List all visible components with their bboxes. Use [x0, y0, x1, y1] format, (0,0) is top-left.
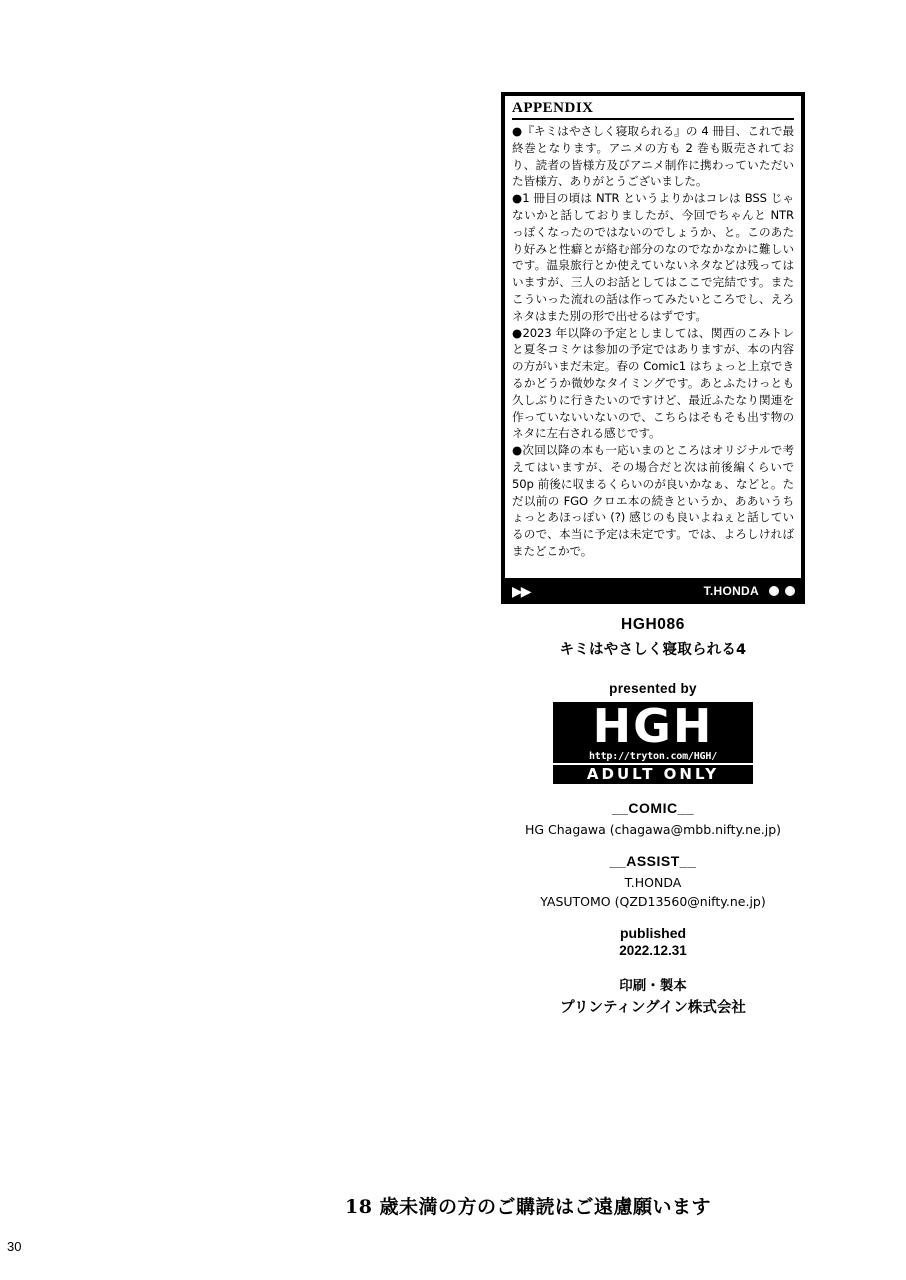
book-code: HGH086: [621, 616, 685, 633]
published-date: 2022.12.31: [619, 943, 687, 958]
assist-heading: __ASSIST__: [609, 853, 697, 869]
hgh-logo-mark: [553, 702, 753, 750]
hgh-logo: [553, 702, 753, 784]
hgh-logo-letters: HGH: [592, 702, 714, 750]
appendix-inner: [505, 96, 801, 604]
hgh-logo-url[interactable]: http://tryton.com/HGH/: [553, 750, 753, 763]
dot-icon: [769, 586, 779, 596]
appendix-title: APPENDIX: [512, 100, 794, 120]
printing-company: プリンティングイン株式会社: [560, 1000, 746, 1016]
appendix-paragraph: ●1 冊目の頃は NTR というよりかはコレは BSS じゃないかと話しておりましたが、今回でちゃんと NTR っぽくなったのではないのでしょうか、と。このあたり好みと性癖とが絡む部分のなのでなかなかに難しいです。温泉旅行とか使えていないネタなどは残ってはいますが、三人のお話としてはここで完結です。またこういった流れの話は作ってみたいところでし、えろネタはまた別の形で出せるはずです。: [512, 191, 794, 323]
appendix-paragraph: ●『キミはやさしく寝取られる』の 4 冊目、これで最終巻となります。アニメの方も 2 巻も販売されており、読者の皆様方及びアニメ制作に携わっていただいた皆様方、ありがとうございました。: [512, 124, 794, 189]
comic-heading: __COMIC__: [611, 800, 695, 816]
colophon: [453, 616, 853, 1017]
page-number: 30: [7, 1239, 22, 1254]
appendix-credit: T.HONDA: [703, 584, 759, 598]
published-heading: published: [619, 925, 687, 941]
comic-credit: HG Chagawa (chagawa@mbb.nifty.ne.jp): [524, 822, 782, 837]
printing-heading: 印刷・製本: [619, 978, 687, 994]
appendix-paragraph: ●2023 年以降の予定としましては、関西のこみトレと夏冬コミケは参加の予定ではありますが、本の内容の方がいまだ未定。春の Comic1 はちょっと上京できるかどうか微妙なタイミングです。あとふたけっとも久しぶりに行きたいのですけど、最近ふたなり関連を作っていないいないので、こちらはそもそも出す物のネタに左右される感じです。: [512, 325, 794, 441]
assist-credit-line-1: T.HONDA: [624, 875, 682, 890]
double-arrow-icon: ▶▶: [512, 583, 530, 599]
dot-icon: [785, 586, 795, 596]
age-restriction-notice: 18 歳未満の方のご購読はご遠慮願います: [344, 1196, 712, 1218]
appendix-paragraph: ●次回以降の本も一応いまのところはオリジナルで考えてはいますが、その場合だと次は前後編くらいで 50p 前後に収まるくらいのが良いかなぁ、などと。ただ以前の FGO クロエ本の続きというか、ああいうちょっとあほっぽい (?) 感じのも良いよねぇと話しているので、本当に予定は未定です。では、よろしければまたどこかで。: [512, 443, 794, 558]
presented-by-label: presented by: [609, 681, 697, 696]
book-title: キミはやさしく寝取られる4: [559, 642, 747, 658]
adult-only-banner: ADULT ONLY: [553, 765, 753, 784]
appendix-box: [501, 92, 805, 604]
assist-credit-line-2: YASUTOMO (QZD13560@nifty.ne.jp): [540, 894, 766, 909]
appendix-footer-bar: [501, 578, 805, 604]
